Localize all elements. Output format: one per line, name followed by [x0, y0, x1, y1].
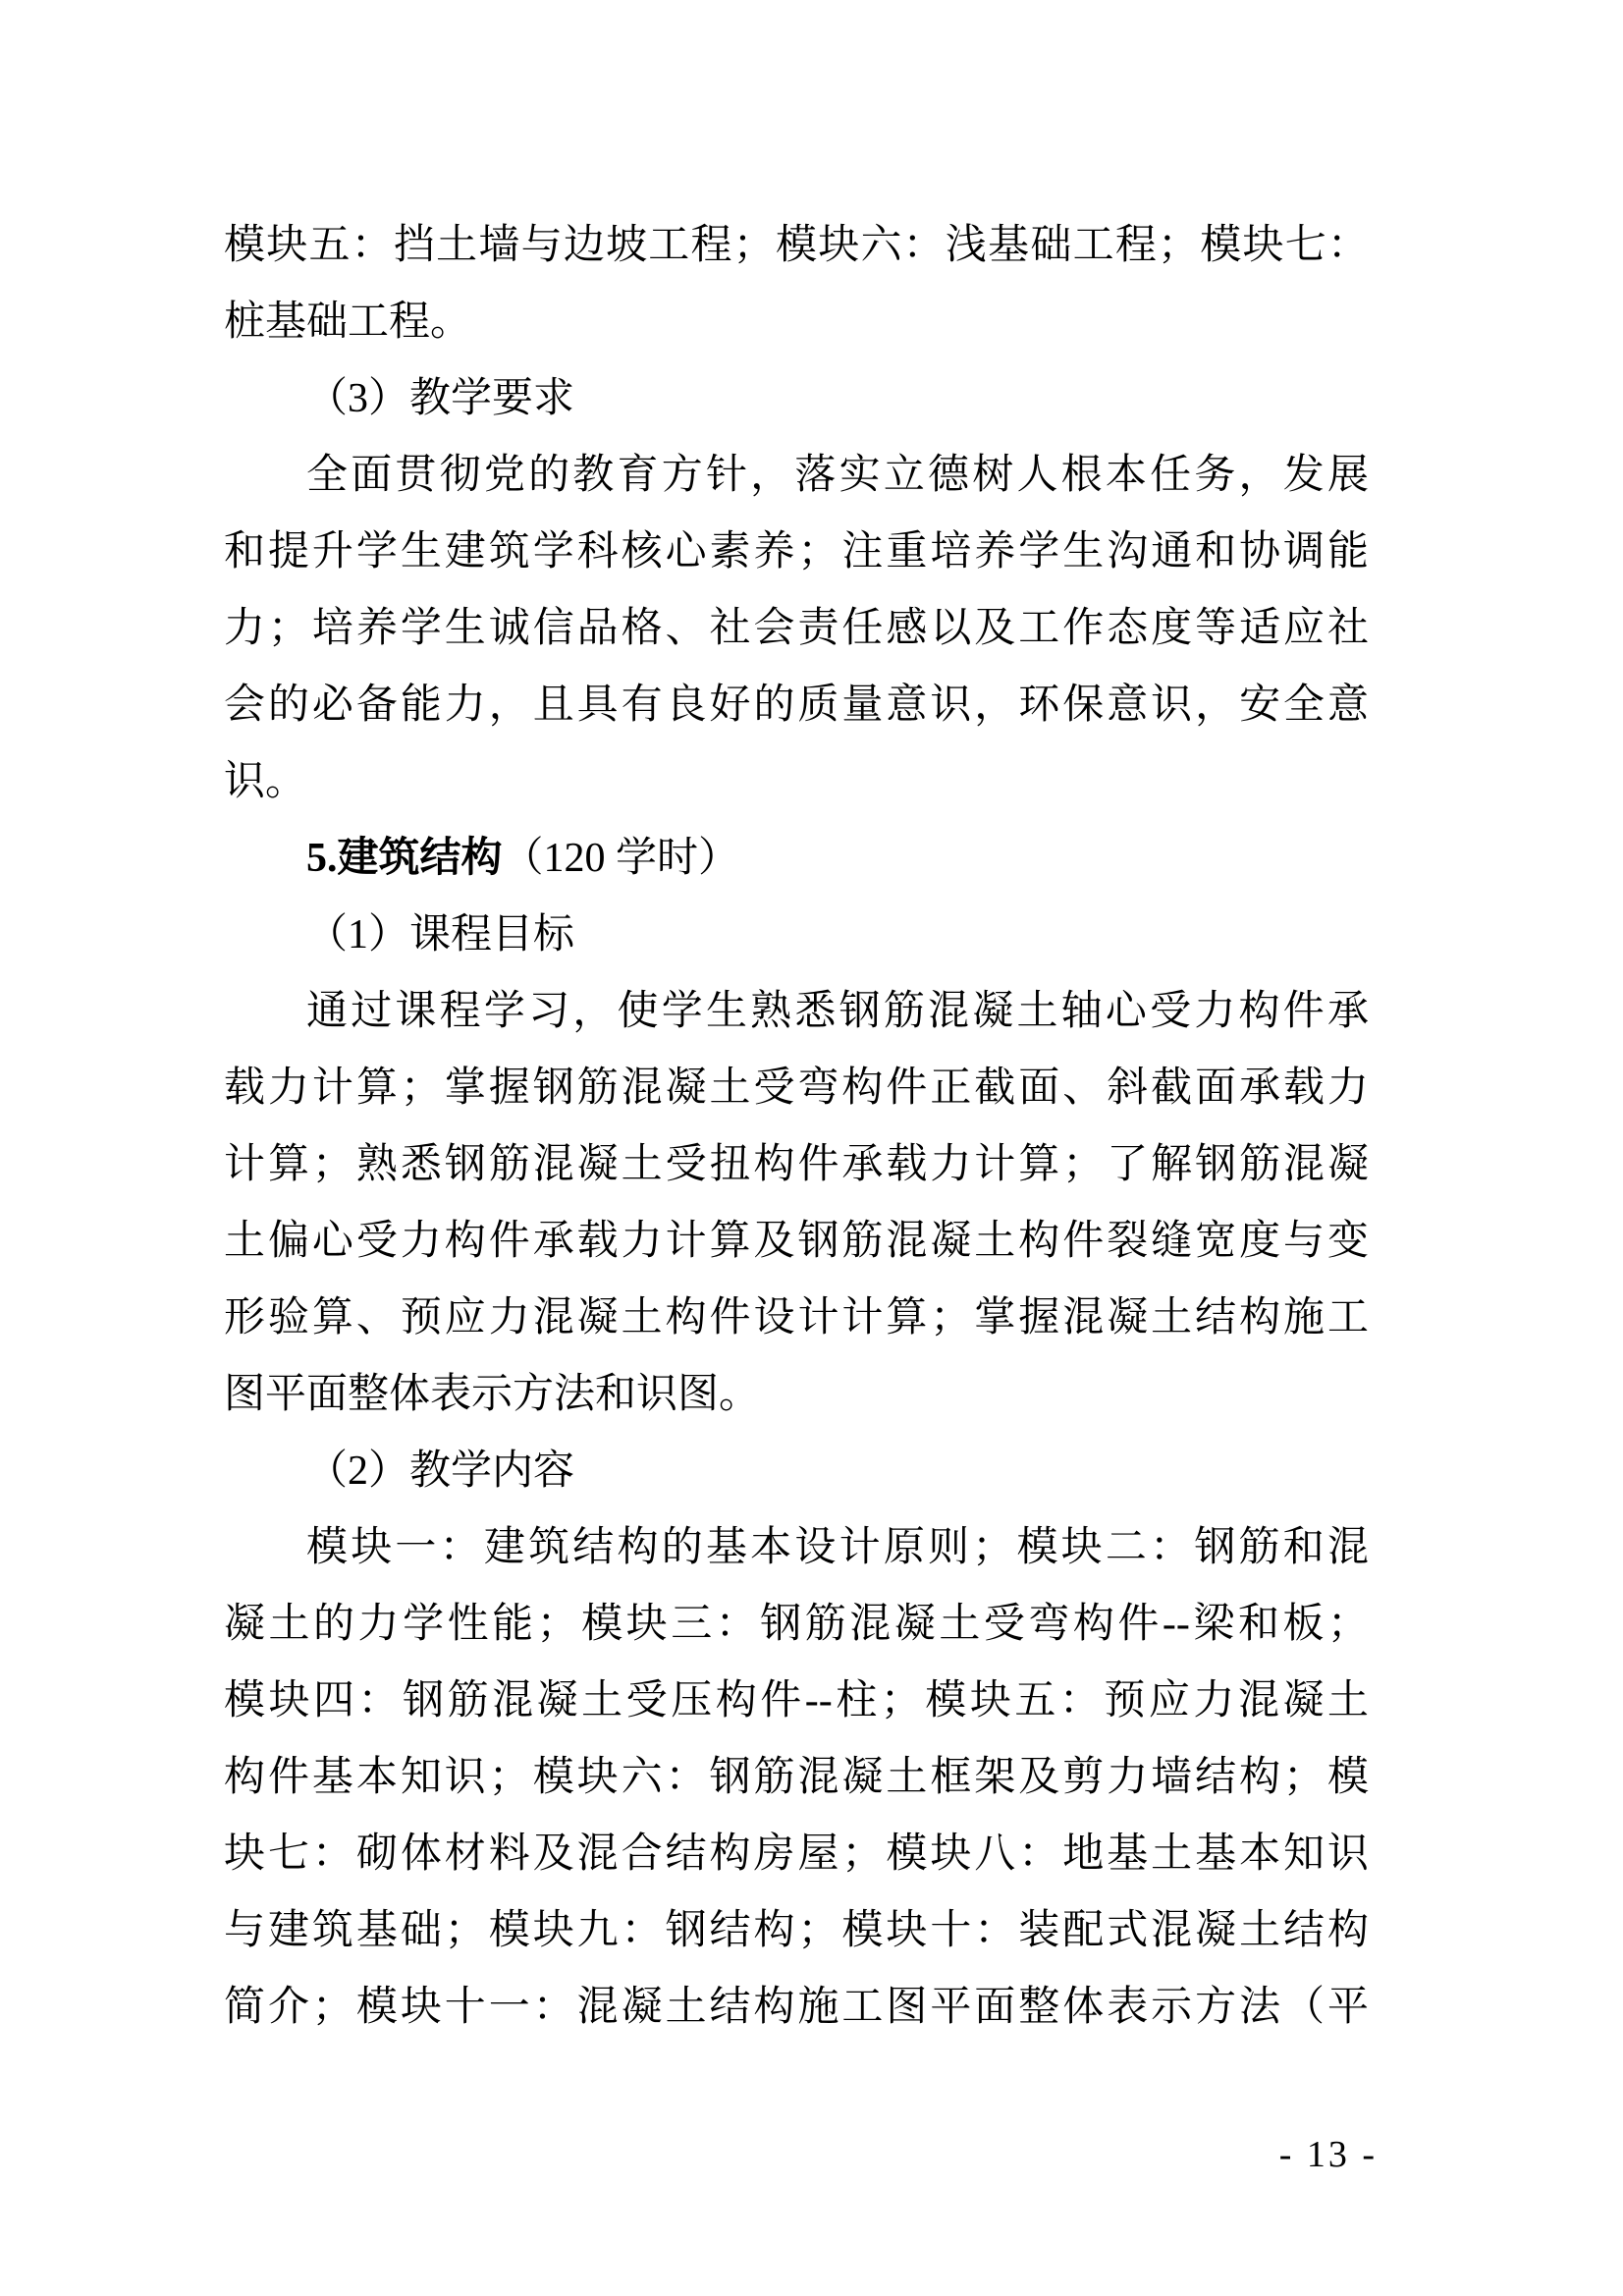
text-segment: 通过课程学习，使学生熟悉钢筋混凝土轴心受力构件承	[306, 989, 1369, 1034]
body-line	[224, 1280, 1369, 1356]
body-line	[224, 514, 1369, 590]
body-line	[224, 973, 1369, 1050]
text-segment: 载力计算；掌握钢筋混凝土受弯构件正截面、斜截面承载力	[224, 1066, 1369, 1111]
body-line	[224, 1203, 1369, 1280]
text-segment: 模块一：建筑结构的基本设计原则；模块二：钢筋和混	[306, 1525, 1369, 1570]
document-body	[224, 207, 1369, 2046]
body-line	[224, 284, 1369, 360]
text-segment: 与建筑基础；模块九：钢结构；模块十：装配式混凝土结构	[224, 1908, 1369, 1953]
text-segment: 简介；模块十一：混凝土结构施工图平面整体表示方法（平	[224, 1985, 1369, 2030]
sub-heading	[224, 360, 1369, 437]
body-line	[224, 1126, 1369, 1203]
text-segment: 模块四：钢筋混凝土受压构件--柱；模块五：预应力混凝土	[224, 1678, 1369, 1723]
section-heading	[224, 820, 1369, 897]
text-segment: 块七：砌体材料及混合结构房屋；模块八：地基土基本知识	[224, 1831, 1369, 1877]
text-segment: 构件基本知识；模块六：钢筋混凝土框架及剪力墙结构；模	[224, 1755, 1369, 1800]
body-line	[224, 1892, 1369, 1969]
page-number: - 13 -	[1278, 2134, 1378, 2175]
body-line	[224, 437, 1369, 514]
body-line	[224, 667, 1369, 743]
sub-heading	[224, 897, 1369, 973]
text-segment: 识。	[224, 759, 307, 804]
text-segment: 力；培养学生诚信品格、社会责任感以及工作态度等适应社	[224, 606, 1369, 651]
text-segment: （3）教学要求	[306, 376, 575, 421]
text-segment: 模块五：挡土墙与边坡工程；模块六：浅基础工程；模块七：	[224, 223, 1369, 268]
body-line	[224, 1816, 1369, 1892]
body-line	[224, 207, 1369, 284]
body-line	[224, 1969, 1369, 2046]
text-segment: 图平面整体表示方法和识图。	[224, 1372, 761, 1417]
text-segment: 桩基础工程。	[224, 300, 472, 345]
body-line	[224, 1050, 1369, 1126]
text-segment: 凝土的力学性能；模块三：钢筋混凝土受弯构件--梁和板；	[224, 1602, 1369, 1647]
text-segment: 计算；熟悉钢筋混凝土受扭构件承载力计算；了解钢筋混凝	[224, 1142, 1369, 1187]
body-line	[224, 1739, 1369, 1816]
body-line	[224, 1586, 1369, 1663]
text-segment: 和提升学生建筑学科核心素养；注重培养学生沟通和协调能	[224, 529, 1369, 574]
text-segment: 全面贯彻党的教育方针，落实立德树人根本任务，发展	[306, 453, 1369, 498]
text-segment: 形验算、预应力混凝土构件设计计算；掌握混凝土结构施工	[224, 1295, 1369, 1340]
text-segment: （2）教学内容	[306, 1449, 575, 1494]
body-line	[224, 1356, 1369, 1433]
text-segment: 会的必备能力，且具有良好的质量意识，环保意识，安全意	[224, 683, 1369, 728]
text-segment: （1）课程目标	[306, 912, 575, 957]
body-line	[224, 1663, 1369, 1739]
body-line	[224, 590, 1369, 667]
sub-heading	[224, 1433, 1369, 1509]
body-line	[224, 1509, 1369, 1586]
text-segment: （120 学时）	[502, 836, 740, 881]
heading-bold-text: 5.建筑结构	[306, 836, 503, 881]
text-segment: 土偏心受力构件承载力计算及钢筋混凝土构件裂缝宽度与变	[224, 1219, 1369, 1264]
body-line	[224, 743, 1369, 820]
